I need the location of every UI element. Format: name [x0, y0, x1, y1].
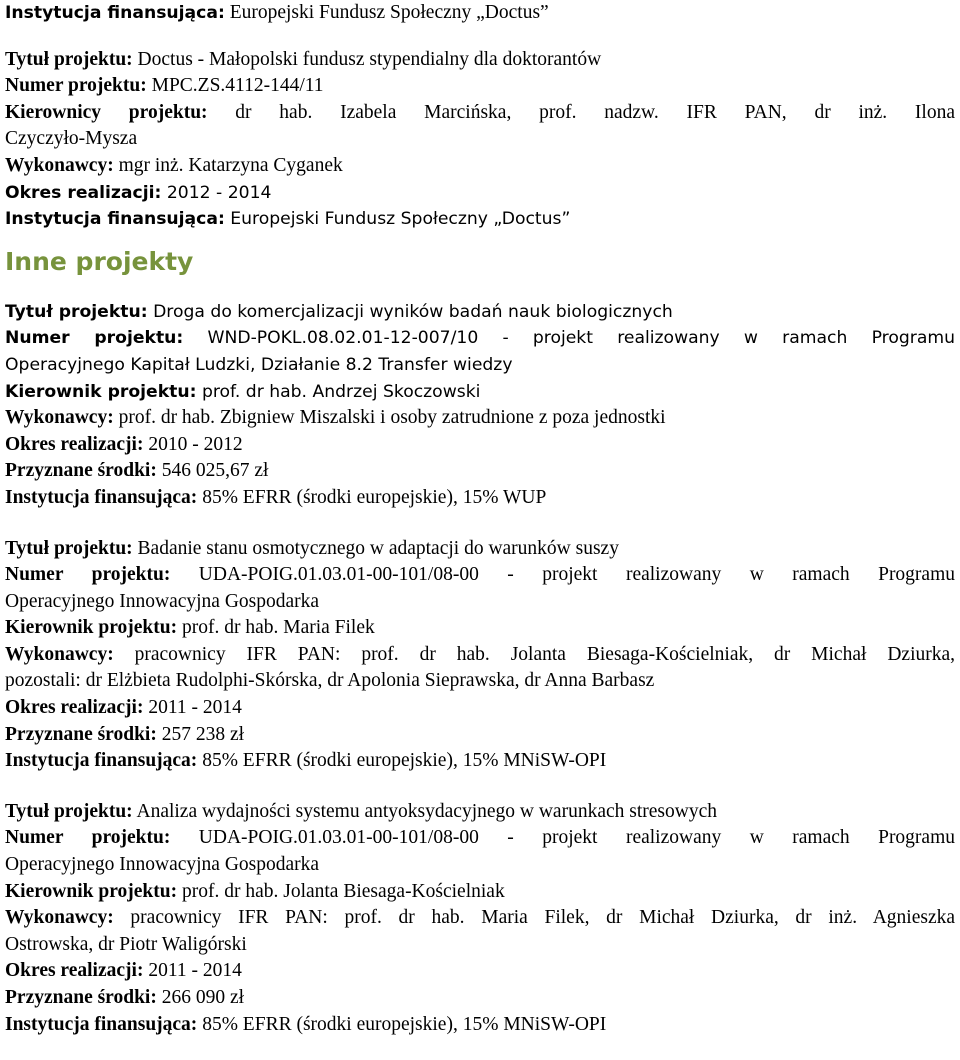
funding-value: 85% EFRR (środki europejskie), 15% MNiSW-OPI	[202, 1013, 607, 1035]
executors-value: prof. dr hab. Zbigniew Miszalski i osoby zatrudnione z poza jednostki	[118, 407, 666, 429]
funds-label: Przyznane środki:	[5, 987, 157, 1008]
project-funding-line	[5, 206, 955, 233]
title-value: Analiza wydajności systemu antyoksydacyjnego w warunkach stresowych	[136, 800, 717, 822]
funding-value: 85% EFRR (środki europejskie), 15% WUP	[202, 486, 547, 508]
number-label: Numer projektu:	[5, 328, 184, 349]
leaders-label: Kierownicy projektu:	[5, 101, 208, 123]
project-number-line-2	[5, 352, 955, 379]
funding-value: 85% EFRR (środki europejskie), 15% MNiSW-OPI	[202, 750, 607, 772]
funding-value: Europejski Fundusz Społeczny „Doctus”	[229, 2, 549, 23]
project-number-line	[5, 562, 955, 589]
period-label: Okres realizacji:	[5, 182, 162, 203]
project-executors-line	[5, 153, 955, 180]
funds-value: 257 238 zł	[161, 723, 245, 745]
funds-value: 546 025,67 zł	[161, 460, 269, 482]
project-funding-line	[5, 1012, 955, 1039]
number-label: Numer projektu:	[5, 564, 171, 586]
project-title-line	[5, 799, 955, 826]
number-value: WND-POKL.08.02.01-12-007/10 - projekt realizowany w ramach Programu	[207, 328, 955, 349]
executors-label: Wykonawcy:	[5, 407, 114, 429]
funds-value: 266 090 zł	[161, 987, 245, 1008]
project-executors-line-2	[5, 668, 955, 695]
leader-value: prof. dr hab. Andrzej Skoczowski	[201, 381, 481, 402]
project-number-line-2	[5, 589, 955, 616]
leader-label: Kierownik projektu:	[5, 381, 197, 402]
period-label: Okres realizacji:	[5, 433, 144, 455]
project-period-line	[5, 695, 955, 722]
title-label: Tytuł projektu:	[5, 800, 133, 822]
period-value: 2011 - 2014	[148, 960, 242, 982]
funding-label: Instytucja finansująca:	[5, 486, 198, 508]
project-period-line	[5, 958, 955, 985]
project-block	[5, 299, 955, 512]
period-value: 2011 - 2014	[148, 697, 242, 719]
project-block	[5, 799, 955, 1038]
project-leader-line	[5, 379, 955, 406]
period-label: Okres realizacji:	[5, 697, 144, 719]
leader-label: Kierownik projektu:	[5, 617, 178, 639]
number-value-cont: Operacyjnego Innowacyjna Gospodarka	[5, 854, 320, 876]
number-value-cont: Operacyjnego Innowacyjna Gospodarka	[5, 590, 320, 612]
leader-value: prof. dr hab. Maria Filek	[181, 617, 375, 639]
project-funding-line	[5, 748, 955, 775]
funding-label: Instytucja finansująca:	[5, 1013, 198, 1035]
project-executors-line	[5, 642, 955, 669]
document-page	[5, 0, 955, 1038]
project-leader-line	[5, 879, 955, 906]
title-label: Tytuł projektu:	[5, 48, 133, 70]
title-label: Tytuł projektu:	[5, 301, 148, 322]
project-funds-line	[5, 722, 955, 749]
executors-value: mgr inż. Katarzyna Cyganek	[118, 154, 343, 176]
project-title-line	[5, 536, 955, 563]
project-funds-line	[5, 985, 955, 1012]
project-title-line	[5, 47, 955, 74]
project-leaders-line-2	[5, 126, 955, 153]
funds-label: Przyznane środki:	[5, 723, 157, 745]
funding-value: Europejski Fundusz Społeczny „Doctus”	[230, 209, 571, 230]
project-number-line-2	[5, 852, 955, 879]
executors-label: Wykonawcy:	[5, 154, 114, 176]
leaders-value-cont: Czyczyło-Mysza	[5, 128, 138, 150]
executors-label: Wykonawcy:	[5, 643, 114, 665]
project-executors-line-2	[5, 932, 955, 959]
title-value: Doctus - Małopolski fundusz stypendialny dla doktorantów	[137, 48, 602, 70]
project-period-line	[5, 432, 955, 459]
executors-value-cont: pozostali: dr Elżbieta Rudolphi-Skórska, dr Apolonia Sieprawska, dr Anna Barbasz	[5, 670, 655, 692]
project-leaders-line	[5, 100, 955, 127]
leader-value: prof. dr hab. Jolanta Biesaga-Kościelniak	[181, 880, 505, 902]
project-number-line	[5, 73, 955, 100]
project-block	[5, 536, 955, 775]
number-value: UDA-POIG.01.03.01-00-101/08-00 - projekt realizowany w ramach Programu	[198, 564, 955, 586]
period-value: 2012 - 2014	[166, 182, 272, 203]
title-value: Droga do komercjalizacji wyników badań nauk biologicznych	[153, 301, 673, 322]
project-executors-line	[5, 905, 955, 932]
funds-label: Przyznane środki:	[5, 460, 157, 482]
funding-label: Instytucja finansująca:	[5, 209, 225, 230]
project-executors-line	[5, 405, 955, 432]
project-leader-line	[5, 615, 955, 642]
section-heading: Inne projekty	[5, 246, 194, 276]
number-label: Numer projektu:	[5, 827, 171, 849]
project-number-line	[5, 325, 955, 352]
executors-label: Wykonawcy:	[5, 907, 114, 929]
period-label: Okres realizacji:	[5, 960, 144, 982]
project-period-line	[5, 180, 955, 207]
funding-line-top	[5, 0, 955, 27]
leader-label: Kierownik projektu:	[5, 880, 178, 902]
project-number-line	[5, 825, 955, 852]
funding-label: Instytucja finansująca:	[5, 750, 198, 772]
executors-value: pracownicy IFR PAN: prof. dr hab. Jolanta Biesaga-Kościelniak, dr Michał Dziurka,	[134, 643, 955, 665]
number-value: UDA-POIG.01.03.01-00-101/08-00 - projekt realizowany w ramach Programu	[198, 827, 955, 849]
title-label: Tytuł projektu:	[5, 537, 133, 559]
period-value: 2010 - 2012	[148, 433, 243, 455]
project-title-line	[5, 299, 955, 326]
funding-label: Instytucja finansująca:	[5, 3, 225, 23]
executors-value-cont: Ostrowska, dr Piotr Waligórski	[5, 933, 247, 955]
project-block-doctus	[5, 47, 955, 233]
number-label: Numer projektu:	[5, 75, 147, 97]
project-funds-line	[5, 458, 955, 485]
project-funding-line	[5, 485, 955, 512]
number-value-cont: Operacyjnego Kapitał Ludzki, Działanie 8.2 Transfer wiedzy	[5, 354, 513, 375]
title-value: Badanie stanu osmotycznego w adaptacji do warunków suszy	[137, 537, 619, 559]
leaders-value: dr hab. Izabela Marcińska, prof. nadzw. IFR PAN, dr inż. Ilona	[235, 101, 955, 123]
executors-value: pracownicy IFR PAN: prof. dr hab. Maria Filek, dr Michał Dziurka, dr inż. Agnieszka	[130, 907, 955, 929]
number-value: MPC.ZS.4112-144/11	[151, 75, 324, 97]
